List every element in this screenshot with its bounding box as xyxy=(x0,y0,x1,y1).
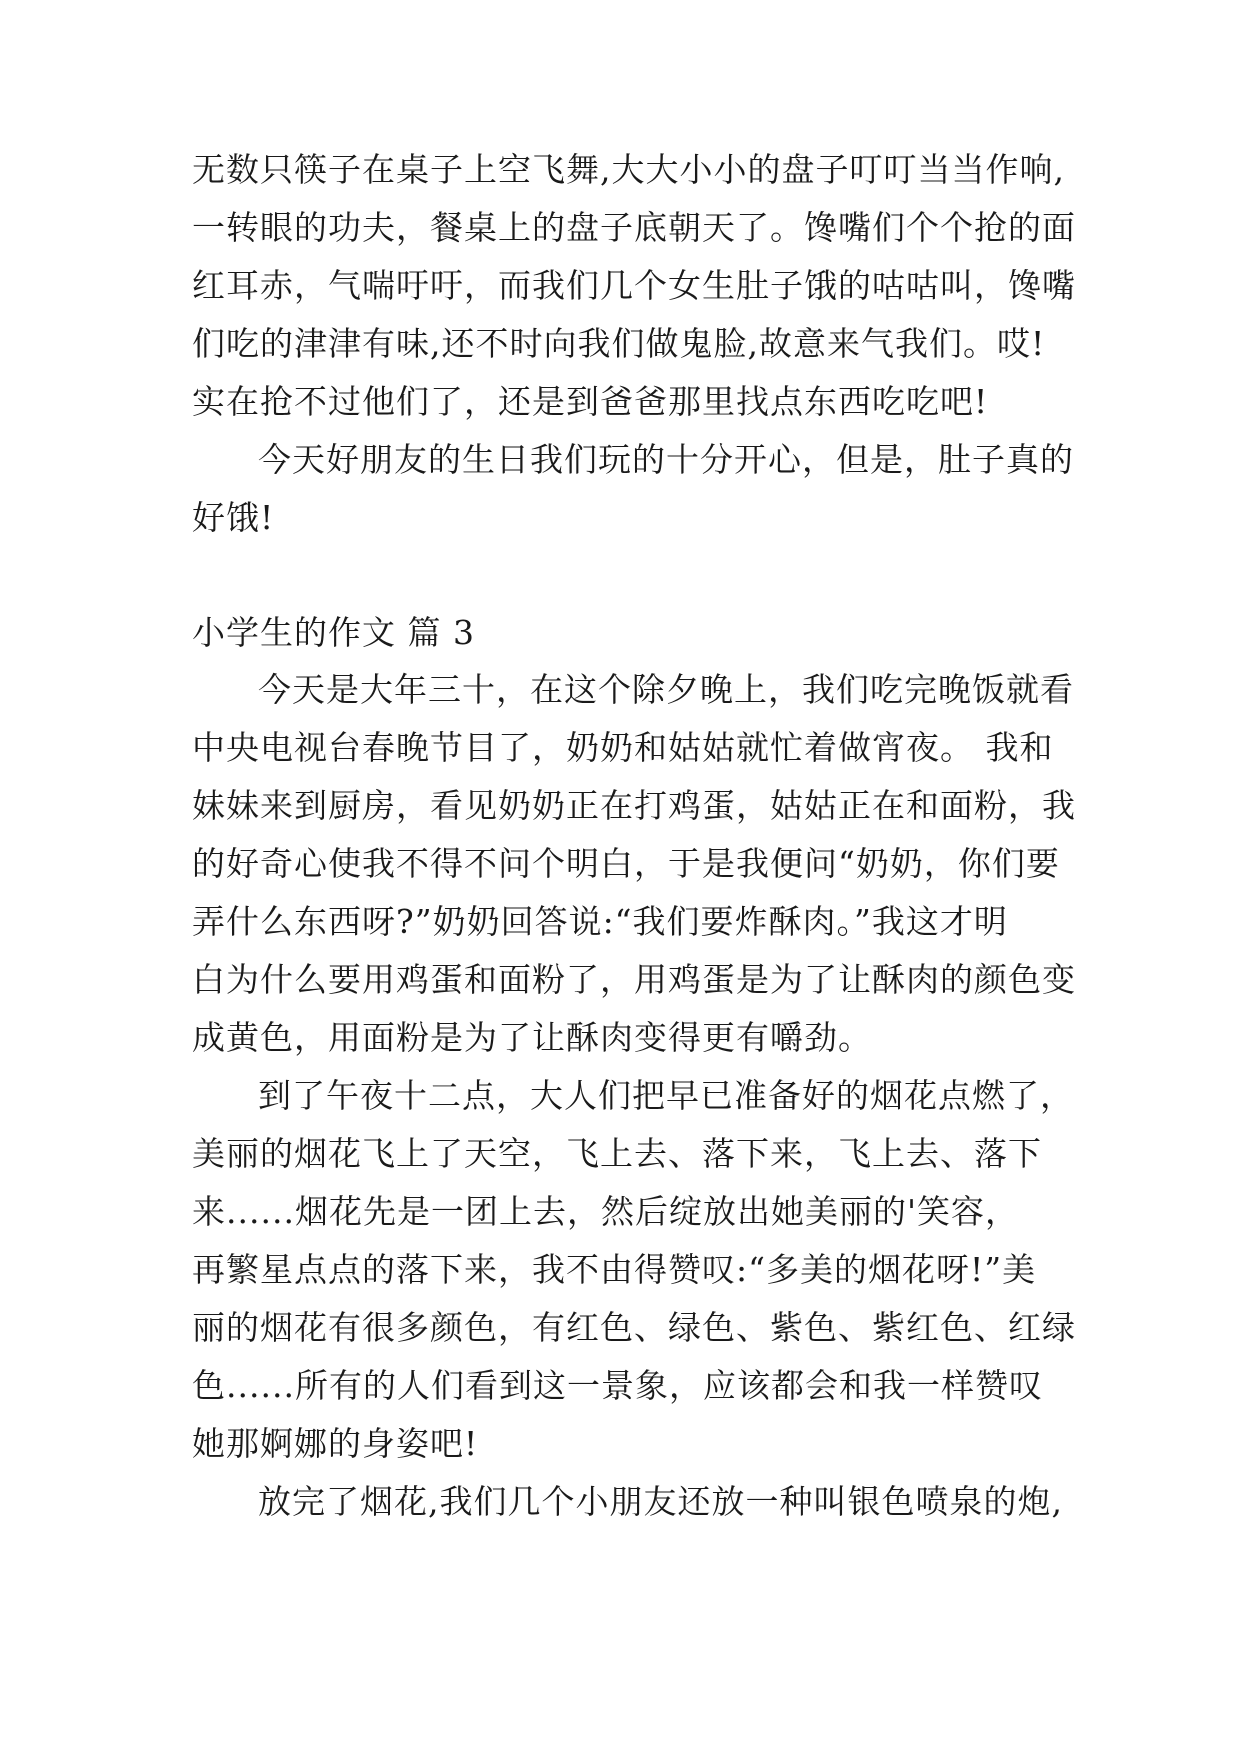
text-line: 妹妹来到厨房，看见奶奶正在打鸡蛋，姑姑正在和面粉，我 xyxy=(192,786,1076,825)
text-line: 白为什么要用鸡蛋和面粉了，用鸡蛋是为了让酥肉的颜色变 xyxy=(192,960,1076,999)
section-heading: 小学生的作文 篇 3 xyxy=(192,613,475,652)
text-line: 弄什么东西呀?”奶奶回答说:“我们要炸酥肉。”我这才明 xyxy=(192,902,1008,941)
text-line: 来......烟花先是一团上去，然后绽放出她美丽的'笑容， xyxy=(192,1192,1020,1231)
text-line: 丽的烟花有很多颜色，有红色、绿色、紫色、紫红色、红绿 xyxy=(192,1308,1076,1347)
text-line: 美丽的烟花飞上了天空，飞上去、落下来，飞上去、落下 xyxy=(192,1134,1042,1173)
text-line: 红耳赤，气喘吁吁，而我们几个女生肚子饿的咕咕叫，馋嘴 xyxy=(192,266,1076,305)
text-line: 们吃的津津有味,还不时向我们做鬼脸,故意来气我们。哎! xyxy=(192,324,1046,363)
text-line: 今天是大年三十，在这个除夕晚上，我们吃完晚饭就看 xyxy=(258,670,1074,709)
text-line: 一转眼的功夫，餐桌上的盘子底朝天了。馋嘴们个个抢的面 xyxy=(192,208,1076,247)
text-line: 实在抢不过他们了，还是到爸爸那里找点东西吃吃吧! xyxy=(192,382,989,421)
text-line: 好饿! xyxy=(192,498,275,537)
text-line: 到了午夜十二点，大人们把早已准备好的烟花点燃了， xyxy=(258,1076,1074,1115)
text-line: 的好奇心使我不得不问个明白，于是我便问“奶奶，你们要 xyxy=(192,844,1060,883)
text-line: 色......所有的人们看到这一景象，应该都会和我一样赞叹 xyxy=(192,1366,1043,1405)
text-line: 放完了烟花,我们几个小朋友还放一种叫银色喷泉的炮, xyxy=(258,1482,1063,1521)
text-line: 成黄色，用面粉是为了让酥肉变得更有嚼劲。 xyxy=(192,1018,872,1057)
text-line: 无数只筷子在桌子上空飞舞,大大小小的盘子叮叮当当作响, xyxy=(192,150,1065,189)
text-line: 再繁星点点的落下来，我不由得赞叹:“多美的烟花呀!”美 xyxy=(192,1250,1037,1289)
text-line: 她那婀娜的身姿吧! xyxy=(192,1424,479,1463)
text-line: 今天好朋友的生日我们玩的十分开心，但是，肚子真的 xyxy=(258,440,1074,479)
text-line: 中央电视台春晚节目了，奶奶和姑姑就忙着做宵夜。 我和 xyxy=(192,728,1054,767)
